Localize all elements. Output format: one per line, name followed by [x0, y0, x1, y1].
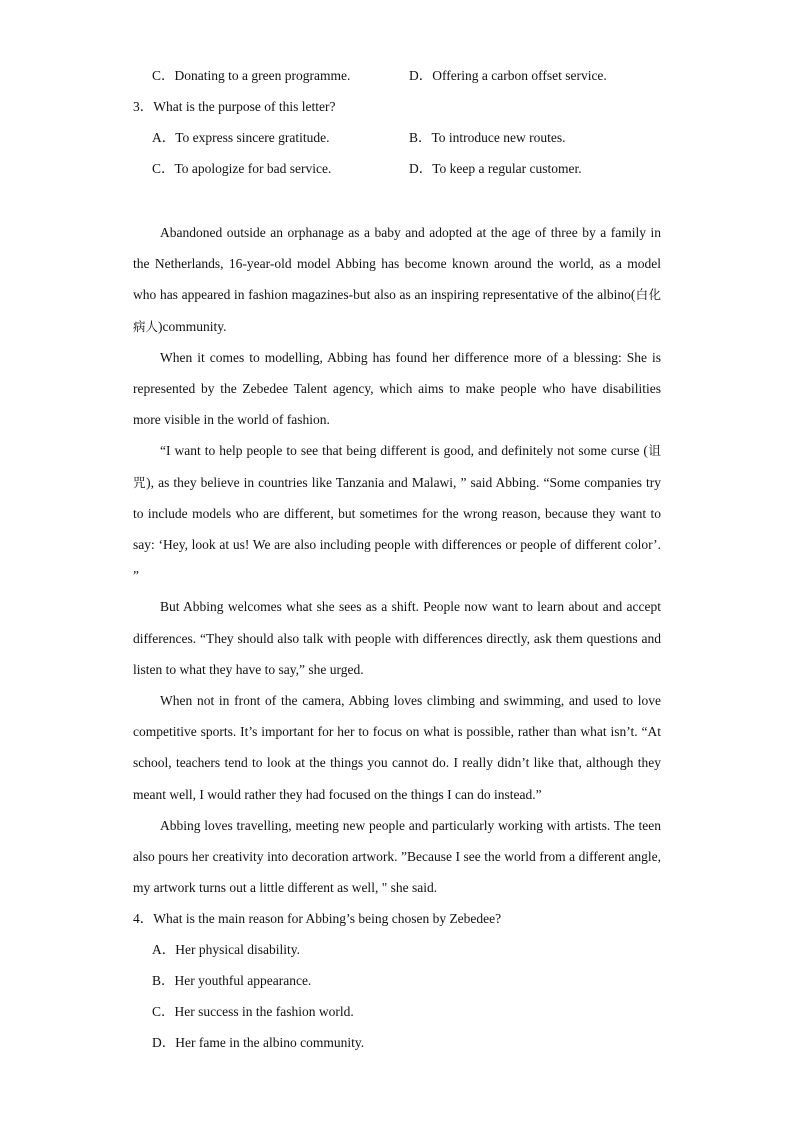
q3-option-a: A．To express sincere gratitude. [152, 130, 330, 145]
passage-paragraph-5: When not in front of the camera, Abbing loves climbing and swimming, and used to love competitive sports. It’s important for her to focus on what is possible, rather than what isn’t. “At school, teachers tend to look at the things you cannot do. I really didn’t like that, although they meant well, I would rather they had focused on the things I can do instead.” [133, 693, 661, 802]
p3-chinese-gloss: 诅咒 [133, 443, 661, 490]
passage-paragraph-3 [133, 435, 661, 591]
q4-option-c: C．Her success in the fashion world. [152, 1004, 354, 1019]
passage-paragraph-1 [133, 217, 661, 342]
p3-text-b: ), as they believe in countries like Tanzania and Malawi, ” said Abbing. “Some companies try to include models who are different, but sometimes for the wrong reason, because they want to say: ‘Hey, look at us! We are also including people with differences or people of different color’. ” [133, 474, 661, 584]
q2-option-c: C．Donating to a green programme. [152, 68, 351, 83]
p3-text-a: “I want to help people to see that being different is good, and definitely not some curse ( [160, 443, 648, 459]
p1-chinese-gloss: 白化病人 [133, 287, 661, 334]
passage-paragraph-4: But Abbing welcomes what she sees as a shift. People now want to learn about and accept differences. “They should also talk with people with differences directly, ask them questions and listen to what they have to say,” she urged. [133, 599, 661, 677]
reading-passage [133, 217, 661, 903]
q4-option-d: D．Her fame in the albino community. [152, 1035, 365, 1050]
q3-option-d: D．To keep a regular customer. [409, 161, 582, 176]
q4-stem: 4．What is the main reason for Abbing’s being chosen by Zebedee? [133, 911, 502, 926]
passage-paragraph-6: Abbing loves travelling, meeting new people and particularly working with artists. The teen also pours her creativity into decoration artwork. ”Because I see the world from a different angle, my artwork turns out a little different as well, " she said. [133, 817, 661, 896]
q3-option-b: B．To introduce new routes. [409, 130, 566, 145]
q3-option-c: C．To apologize for bad service. [152, 161, 332, 176]
q4-option-b: B．Her youthful appearance. [152, 973, 312, 988]
passage-paragraph-2: When it comes to modelling, Abbing has found her difference more of a blessing: She is represented by the Zebedee Talent agency, which aims to make people who have disabilities more visible in the world of fashion. [133, 349, 661, 428]
q4-option-a: A．Her physical disability. [152, 942, 300, 957]
p1-text-b: )community. [158, 318, 227, 334]
p1-text-a: Abandoned outside an orphanage as a baby and adopted at the age of three by a family in the Netherlands, 16-year-old model Abbing has become known around the world, as a model who has appeared in fashion magazines-but also as an inspiring representative of the albino( [133, 225, 661, 303]
q3-stem: 3．What is the purpose of this letter? [133, 99, 336, 114]
q2-option-d: D．Offering a carbon offset service. [409, 68, 607, 83]
